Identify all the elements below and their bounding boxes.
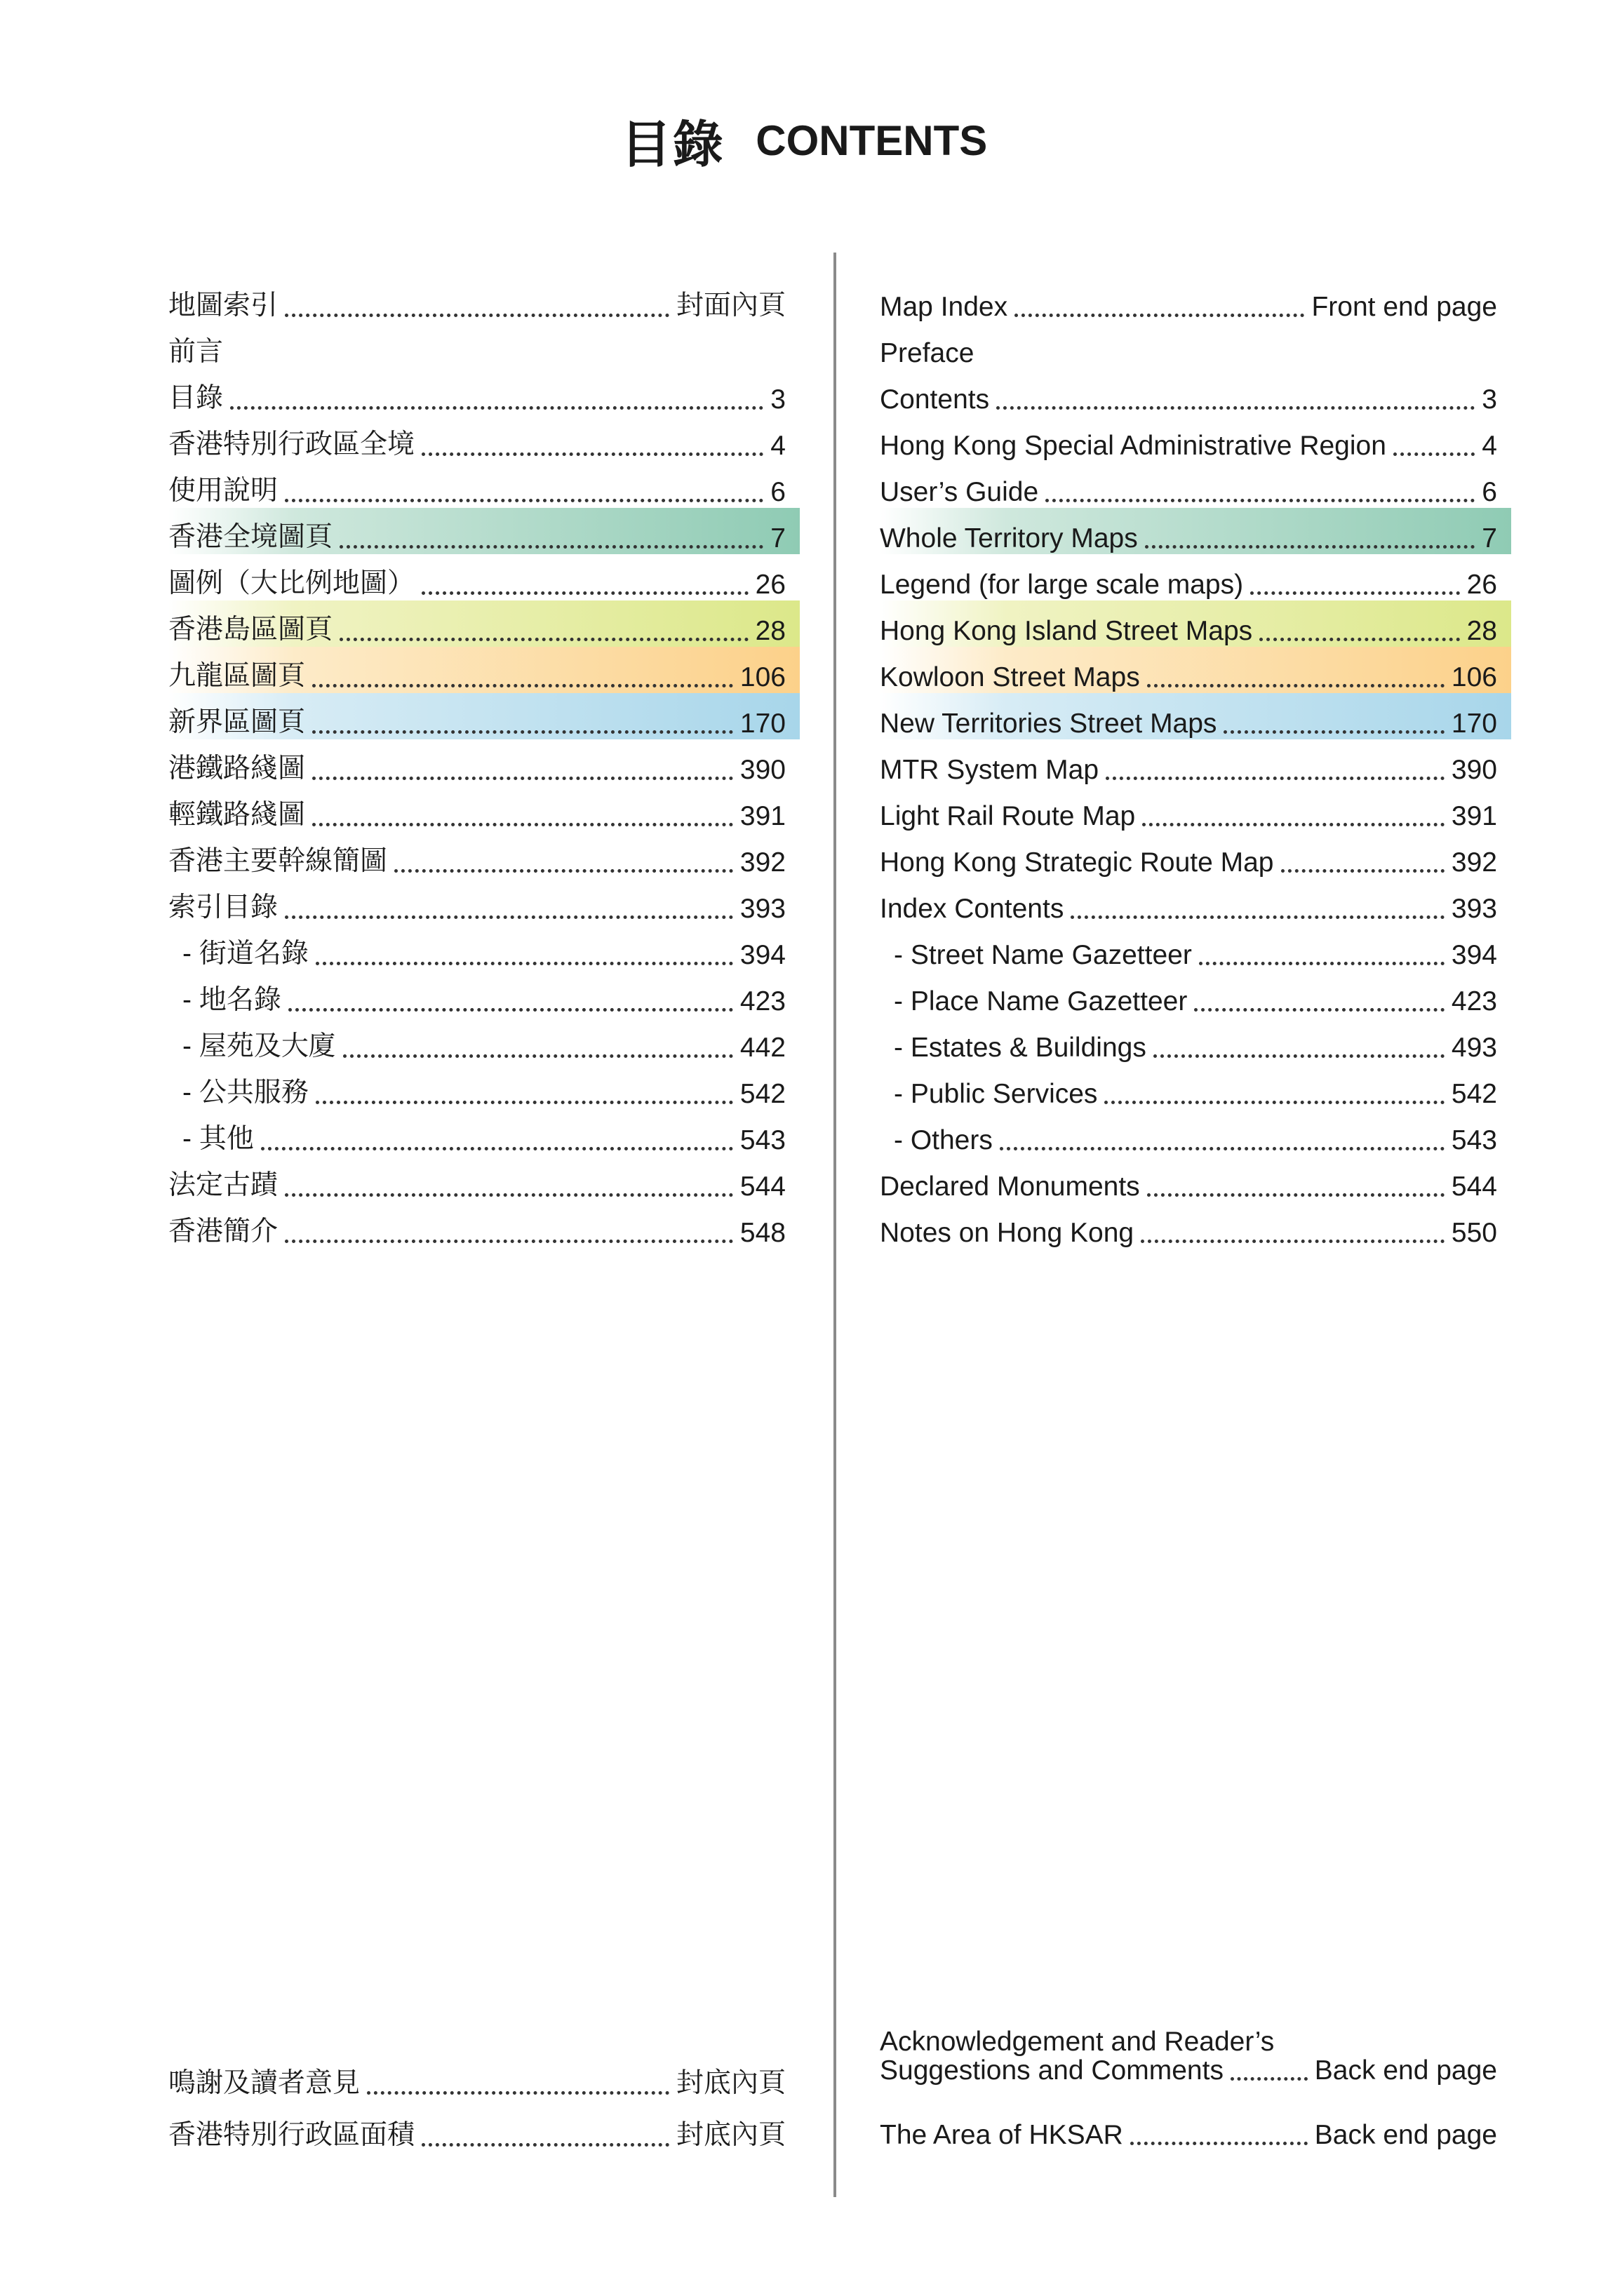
- toc-entry-page: 28: [755, 616, 786, 646]
- toc-entry[interactable]: [880, 971, 1511, 1017]
- toc-entry[interactable]: [880, 1202, 1511, 1249]
- leader-dots: [1281, 869, 1445, 873]
- leader-dots: [316, 962, 733, 965]
- toc-entry-page: 542: [739, 1079, 786, 1109]
- leader-dots: [288, 1008, 733, 1012]
- toc-entry-label: 地圖索引: [168, 290, 279, 321]
- toc-entry[interactable]: [880, 369, 1511, 415]
- leader-dots: [367, 2091, 669, 2095]
- toc-entry-label: 九龍區圖頁: [168, 661, 306, 691]
- toc-entry-page: 3: [770, 384, 786, 415]
- toc-entry-page: 26: [1466, 570, 1497, 600]
- toc-entry[interactable]: [168, 508, 800, 554]
- toc-entry-label: Index Contents: [880, 894, 1064, 924]
- leader-dots: [1153, 1054, 1445, 1058]
- toc-entry[interactable]: [168, 1202, 800, 1249]
- leader-dots: [1224, 730, 1444, 734]
- toc-entry[interactable]: [168, 2048, 800, 2100]
- toc-entry-label: 使用說明: [168, 476, 279, 506]
- toc-entry-label: Hong Kong Strategic Route Map: [880, 847, 1274, 878]
- toc-entry[interactable]: [168, 462, 800, 508]
- toc-entry-page: 548: [739, 1218, 786, 1248]
- leader-dots: [1393, 452, 1475, 456]
- toc-entry-page: 391: [1451, 801, 1497, 831]
- toc-entry-label: 香港簡介: [168, 1216, 279, 1247]
- column-divider: [833, 253, 836, 2197]
- toc-entry[interactable]: [168, 1063, 800, 1110]
- leader-dots: [1147, 684, 1445, 687]
- toc-entry-label: MTR System Map: [880, 755, 1099, 785]
- toc-entry[interactable]: [880, 508, 1511, 554]
- toc-entry-label: 前言: [168, 337, 224, 367]
- toc-entry-label: - Others: [894, 1125, 993, 1155]
- toc-entry-page: 393: [739, 894, 786, 924]
- toc-entry[interactable]: [168, 925, 800, 971]
- toc-entry-label: 香港全境圖頁: [168, 522, 333, 552]
- toc-entry-page: 4: [1482, 431, 1497, 461]
- toc-entry[interactable]: [880, 739, 1511, 786]
- toc-entry-label: - Street Name Gazetteer: [894, 940, 1192, 970]
- toc-entry-label: - 街道名錄: [182, 939, 309, 969]
- leader-dots: [1142, 823, 1445, 826]
- leader-dots: [1130, 2142, 1308, 2145]
- contents-list-chinese: [168, 276, 800, 1249]
- toc-entry[interactable]: [880, 462, 1511, 508]
- toc-entry-label: - Estates & Buildings: [894, 1033, 1146, 1063]
- leader-dots: [230, 406, 763, 410]
- leader-dots: [1014, 314, 1304, 317]
- leader-dots: [422, 2143, 669, 2147]
- toc-entry[interactable]: [168, 971, 800, 1017]
- leader-dots: [1106, 777, 1445, 780]
- toc-entry[interactable]: [880, 925, 1511, 971]
- toc-entry[interactable]: [168, 554, 800, 600]
- leader-dots: [312, 823, 733, 826]
- toc-entry[interactable]: [168, 369, 800, 415]
- leader-dots: [1199, 962, 1445, 965]
- toc-entry-label: - 公共服務: [182, 1077, 309, 1108]
- toc-entry-label: Map Index: [880, 292, 1008, 322]
- toc-entry-label: Whole Territory Maps: [880, 523, 1138, 553]
- toc-entry-page: 封底內頁: [676, 2120, 786, 2150]
- leader-dots: [422, 452, 763, 456]
- contents-list-english: [880, 276, 1511, 1249]
- toc-entry[interactable]: [168, 323, 800, 369]
- toc-entry-page: 4: [770, 431, 786, 461]
- toc-entry-page: 543: [739, 1125, 786, 1155]
- toc-entry-label: 索引目錄: [168, 892, 279, 922]
- leader-dots: [1147, 1193, 1445, 1197]
- toc-entry-page: 6: [770, 477, 786, 507]
- toc-entry[interactable]: [880, 276, 1511, 323]
- toc-entry[interactable]: [168, 1110, 800, 1156]
- toc-entry[interactable]: [168, 2100, 800, 2152]
- back-matter-chinese: [168, 2048, 800, 2152]
- toc-entry-label: Light Rail Route Map: [880, 801, 1136, 831]
- leader-dots: [285, 915, 733, 919]
- toc-entry-page: 392: [1451, 847, 1497, 878]
- leader-dots: [312, 730, 733, 734]
- toc-entry-label: 香港特別行政區全境: [168, 429, 415, 459]
- leader-dots: [312, 777, 733, 780]
- leader-dots: [285, 1240, 733, 1243]
- toc-entry-page: 550: [1451, 1218, 1497, 1248]
- toc-entry-page: 封底內頁: [676, 2068, 786, 2098]
- toc-entry[interactable]: [880, 2086, 1511, 2151]
- toc-entry-page: 170: [1451, 709, 1497, 739]
- toc-entry-label: - Public Services: [894, 1079, 1098, 1109]
- toc-entry-page: 394: [1451, 940, 1497, 970]
- toc-entry[interactable]: [168, 878, 800, 925]
- page-title: [0, 104, 1608, 177]
- toc-entry-label: Hong Kong Special Administrative Region: [880, 431, 1386, 461]
- leader-dots: [340, 638, 749, 641]
- toc-entry[interactable]: [880, 1110, 1511, 1156]
- leader-dots: [1194, 1008, 1445, 1012]
- toc-entry-label: Contents: [880, 384, 990, 415]
- toc-entry[interactable]: [168, 832, 800, 878]
- leader-dots: [1250, 591, 1460, 595]
- toc-entry-label: Acknowledgement and Reader’s: [880, 2027, 1275, 2057]
- toc-entry-label: Notes on Hong Kong: [880, 1218, 1134, 1248]
- toc-entry[interactable]: [168, 693, 800, 739]
- toc-entry-page: 封面內頁: [676, 290, 786, 321]
- toc-entry-page: Front end page: [1311, 292, 1497, 322]
- toc-entry-page: 106: [1451, 662, 1497, 692]
- toc-entry[interactable]: [880, 554, 1511, 600]
- leader-dots: [394, 869, 733, 873]
- toc-entry-label: Kowloon Street Maps: [880, 662, 1140, 692]
- toc-entry[interactable]: [880, 647, 1511, 693]
- toc-entry[interactable]: [880, 786, 1511, 832]
- toc-entry-label: Preface: [880, 338, 974, 368]
- leader-dots: [285, 314, 669, 317]
- toc-entry-label: 香港主要幹線簡圖: [168, 846, 388, 876]
- toc-entry-label: Hong Kong Island Street Maps: [880, 616, 1253, 646]
- toc-entry-label: 新界區圖頁: [168, 707, 306, 737]
- toc-entry-page: 106: [739, 662, 786, 692]
- leader-dots: [1000, 1147, 1445, 1150]
- toc-entry-page: 7: [1482, 523, 1497, 553]
- toc-entry-page: 423: [1451, 986, 1497, 1016]
- toc-entry[interactable]: [880, 693, 1511, 739]
- toc-entry-label: 圖例（大比例地圖）: [168, 568, 415, 598]
- toc-entry[interactable]: [880, 323, 1511, 369]
- toc-entry[interactable]: [880, 878, 1511, 925]
- toc-entry-page: 6: [1482, 477, 1497, 507]
- toc-entry[interactable]: [168, 786, 800, 832]
- toc-entry-page: 543: [1451, 1125, 1497, 1155]
- leader-dots: [1141, 1240, 1445, 1243]
- toc-entry[interactable]: [168, 276, 800, 323]
- toc-entry-label: - 地名錄: [182, 985, 281, 1015]
- toc-entry-page: 394: [739, 940, 786, 970]
- title-english: CONTENTS: [756, 116, 988, 164]
- toc-entry-page: 390: [739, 755, 786, 785]
- toc-entry-label: The Area of HKSAR: [880, 2120, 1123, 2150]
- toc-entry-label: 港鐵路綫圖: [168, 753, 306, 784]
- leader-dots: [1231, 2077, 1308, 2081]
- toc-entry-page: 390: [1451, 755, 1497, 785]
- toc-entry[interactable]: [880, 415, 1511, 462]
- toc-entry[interactable]: [880, 832, 1511, 878]
- leader-dots: [1071, 915, 1445, 919]
- leader-dots: [1045, 499, 1475, 502]
- toc-entry-label: Suggestions and Comments: [880, 2055, 1224, 2086]
- toc-entry-label: New Territories Street Maps: [880, 709, 1217, 739]
- toc-entry-label: - Place Name Gazetteer: [894, 986, 1188, 1016]
- toc-entry[interactable]: [168, 1156, 800, 1202]
- toc-entry-page: 393: [1451, 894, 1497, 924]
- toc-entry-page: 3: [1482, 384, 1497, 415]
- leader-dots: [996, 406, 1475, 410]
- leader-dots: [316, 1101, 733, 1104]
- toc-entry-label: 香港特別行政區面積: [168, 2120, 415, 2150]
- toc-entry[interactable]: [168, 600, 800, 647]
- toc-entry[interactable]: [168, 739, 800, 786]
- toc-entry[interactable]: [880, 600, 1511, 647]
- back-matter-english: [880, 2027, 1511, 2151]
- toc-entry-page: 493: [1451, 1033, 1497, 1063]
- toc-entry-page: Back end page: [1314, 2055, 1497, 2086]
- leader-dots: [1259, 638, 1459, 641]
- toc-entry-page: 28: [1466, 616, 1497, 646]
- toc-entry-page: 170: [739, 709, 786, 739]
- leader-dots: [261, 1147, 733, 1150]
- leader-dots: [343, 1054, 733, 1058]
- toc-entry-page: 544: [739, 1172, 786, 1202]
- toc-entry[interactable]: [168, 1017, 800, 1063]
- toc-entry[interactable]: [880, 1063, 1511, 1110]
- leader-dots: [422, 591, 749, 595]
- toc-entry[interactable]: [880, 1156, 1511, 1202]
- toc-entry-label: 輕鐵路綫圖: [168, 800, 306, 830]
- toc-entry-page: 542: [1451, 1079, 1497, 1109]
- leader-dots: [340, 545, 763, 549]
- toc-entry-label: - 其他: [182, 1124, 254, 1154]
- leader-dots: [1145, 545, 1475, 549]
- toc-entry-label: User’s Guide: [880, 477, 1039, 507]
- toc-entry-label: 法定古蹟: [168, 1170, 279, 1200]
- toc-entry-page: 391: [739, 801, 786, 831]
- toc-entry-label: 鳴謝及讀者意見: [168, 2068, 361, 2098]
- toc-entry-page: 26: [755, 570, 786, 600]
- toc-entry-page: 423: [739, 986, 786, 1016]
- toc-entry-label: - 屋苑及大廈: [182, 1031, 336, 1061]
- toc-entry-label: 目錄: [168, 383, 224, 413]
- toc-entry[interactable]: [880, 1017, 1511, 1063]
- toc-entry-page: 442: [739, 1033, 786, 1063]
- toc-entry-label: Declared Monuments: [880, 1172, 1140, 1202]
- toc-entry[interactable]: [168, 415, 800, 462]
- toc-entry-page: 544: [1451, 1172, 1497, 1202]
- toc-entry-page: 392: [739, 847, 786, 878]
- toc-entry-label: 香港島區圖頁: [168, 615, 333, 645]
- leader-dots: [312, 684, 733, 687]
- toc-entry-label: Legend (for large scale maps): [880, 570, 1244, 600]
- title-chinese: 目錄: [620, 115, 725, 174]
- leader-dots: [285, 499, 763, 502]
- toc-entry[interactable]: [880, 2057, 1511, 2086]
- leader-dots: [1104, 1101, 1444, 1104]
- toc-entry-page: Back end page: [1314, 2120, 1497, 2150]
- leader-dots: [285, 1193, 733, 1197]
- toc-entry[interactable]: [168, 647, 800, 693]
- toc-entry-page: 7: [770, 523, 786, 553]
